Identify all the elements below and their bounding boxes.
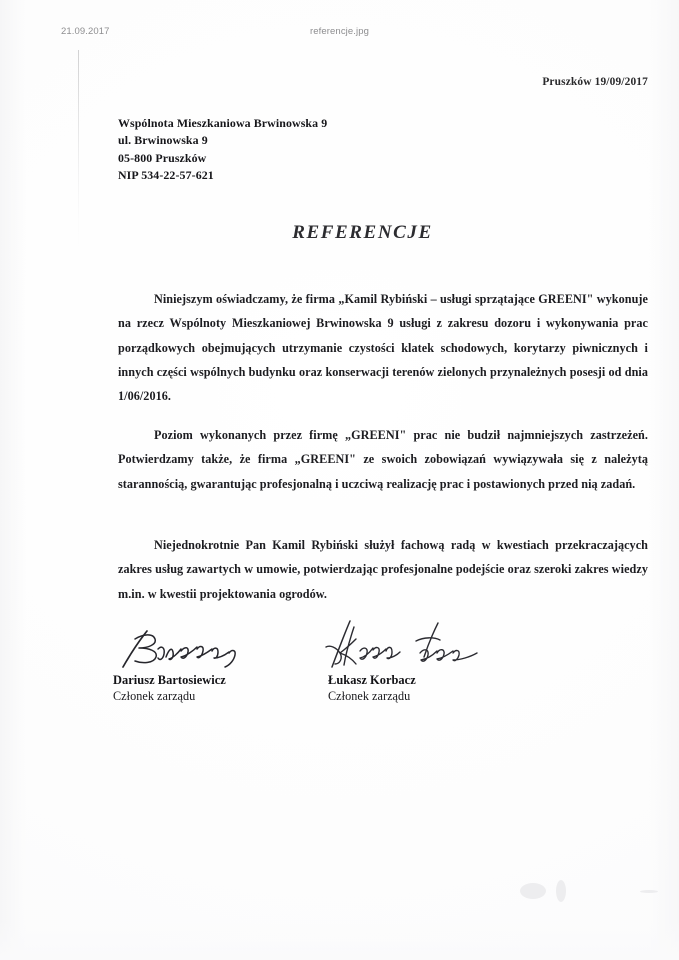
signature-area (0, 625, 679, 715)
addressee-line-nip: NIP 534-22-57-621 (118, 168, 214, 183)
paragraph-3: Niejednokrotnie Pan Kamil Rybiński służył fachową radą w kwestiach przekraczających zakres usług zawartych w umowie, potwierdzając profesjonalne podejście oraz szeroki zakres wiedzy m.in. w kwestii projektowania ogrodów. (118, 538, 648, 601)
document-body (118, 287, 648, 617)
handwritten-signature-icon (320, 619, 500, 673)
print-header-filename: referencje.jpg (310, 26, 369, 37)
signatory-name-1: Dariusz Bartosiewicz (113, 673, 226, 687)
signature-block-1 (113, 625, 273, 704)
paragraph-1: Niniejszym oświadczamy, że firma „Kamil Rybiński – usługi sprzątające GREENI" wykonuje na rzecz Wspólnoty Mieszkaniowej Brwinowska 9 usługi z zakresu dozoru i wykonywania prac porządkowych obejmujących utrzymanie czystości klatek schodowych, korytarzy piwnicznych i innych części wspólnych budynku oraz konserwacji terenów zielonych przynależnych posesji od dnia 1/06/2016. (118, 292, 648, 404)
addressee-line-street: ul. Brwinowska 9 (118, 133, 208, 148)
addressee-block (118, 115, 327, 185)
print-header-date: 21.09.2017 (61, 26, 110, 37)
signature-block-2 (320, 619, 500, 704)
addressee-line-city: 05-800 Pruszków (118, 150, 207, 165)
signatory-role-2: Członek zarządu (328, 688, 411, 703)
place-and-date: Pruszków 19/09/2017 (542, 76, 648, 88)
handwritten-signature-icon (113, 625, 273, 673)
document-title: REFERENCJE (292, 222, 433, 243)
paragraph-2: Poziom wykonanych przez firmę „GREENI" prac nie budził najmniejszych zastrzeżeń. Potwierdzamy także, że firma „GREENI" ze swoich zobowiązań wywiązywała się z należytą starannością, gwarantując profesjonalną i uczciwą realizację prac i postawionych przed nią zadań. (118, 428, 648, 491)
signatory-role-1: Członek zarządu (113, 688, 196, 703)
addressee-line-organization: Wspólnota Mieszkaniowa Brwinowska 9 (118, 116, 328, 130)
signatory-name-2: Łukasz Korbacz (328, 673, 416, 687)
